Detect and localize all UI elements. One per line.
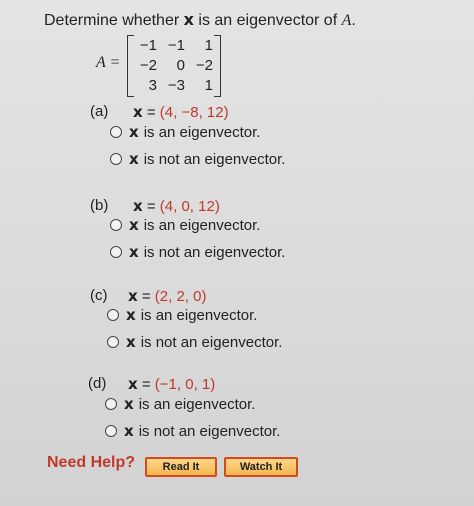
question-text (44, 10, 356, 30)
part-d-value: (−1, 0, 1) (154, 376, 216, 393)
option-var: x (126, 306, 136, 324)
part-c-option-not-eigenvector[interactable] (107, 333, 282, 351)
read-it-button[interactable]: Read It (145, 457, 217, 477)
matrix-cell: −1 (139, 37, 157, 54)
matrix-cell: 1 (204, 77, 213, 94)
radio-button[interactable] (110, 153, 122, 165)
part-d-var: x (128, 375, 138, 393)
option-text: is not an eigenvector. (138, 422, 281, 440)
option-var: x (129, 243, 139, 261)
matrix-cell: −3 (167, 77, 185, 94)
radio-button[interactable] (110, 246, 122, 258)
radio-button[interactable] (105, 425, 117, 437)
part-d-vector (128, 375, 215, 393)
option-text: is not an eigenvector. (143, 150, 286, 168)
part-a-vector (133, 103, 229, 121)
need-help-label: Need Help? (47, 454, 136, 471)
part-b-label: (b) (90, 197, 109, 214)
part-b-eq: = (142, 198, 160, 215)
part-d-option-not-eigenvector[interactable] (105, 422, 280, 440)
part-b-option-not-eigenvector[interactable] (110, 243, 285, 261)
part-a-label: (a) (90, 103, 109, 120)
option-var: x (124, 422, 134, 440)
part-c-label: (c) (90, 287, 108, 304)
option-var: x (124, 395, 134, 413)
part-d-eq: = (137, 376, 155, 393)
part-d-label: (d) (88, 375, 107, 392)
option-text: is an eigenvector. (140, 306, 258, 324)
part-a-option-eigenvector[interactable] (110, 123, 260, 141)
matrix-cell: −2 (195, 57, 213, 74)
question-matrix-name: A (341, 12, 352, 29)
part-a-var: x (133, 103, 143, 121)
part-b-value: (4, 0, 12) (159, 198, 220, 215)
matrix-cell: −2 (139, 57, 157, 74)
option-text: is not an eigenvector. (140, 333, 283, 351)
part-c-value: (2, 2, 0) (154, 288, 207, 305)
part-b-vector (133, 197, 220, 215)
part-b-var: x (133, 197, 143, 215)
matrix-cell: 3 (148, 77, 157, 94)
matrix-cell: 1 (204, 37, 213, 54)
matrix-right-bracket (214, 35, 221, 97)
part-c-option-eigenvector[interactable] (107, 306, 257, 324)
radio-button[interactable] (107, 336, 119, 348)
option-var: x (129, 123, 139, 141)
option-var: x (129, 216, 139, 234)
question-prefix: Determine whether (44, 12, 184, 29)
radio-button[interactable] (105, 398, 117, 410)
part-d-option-eigenvector[interactable] (105, 395, 255, 413)
radio-button[interactable] (110, 126, 122, 138)
option-text: is an eigenvector. (138, 395, 256, 413)
part-a-eq: = (142, 104, 160, 121)
option-text: is not an eigenvector. (143, 243, 286, 261)
radio-button[interactable] (110, 219, 122, 231)
radio-button[interactable] (107, 309, 119, 321)
option-text: is an eigenvector. (143, 216, 261, 234)
part-c-var: x (128, 287, 138, 305)
part-a-value: (4, −8, 12) (159, 104, 229, 121)
watch-it-button[interactable]: Watch It (224, 457, 298, 477)
question-suffix: . (351, 12, 356, 29)
part-a-option-not-eigenvector[interactable] (110, 150, 285, 168)
matrix-label: A = (96, 54, 121, 71)
part-b-option-eigenvector[interactable] (110, 216, 260, 234)
matrix-cell: 0 (176, 57, 185, 74)
question-middle: is an eigenvector of (193, 12, 342, 29)
matrix-cell: −1 (167, 37, 185, 54)
option-var: x (126, 333, 136, 351)
matrix (127, 35, 221, 97)
part-c-eq: = (137, 288, 155, 305)
option-text: is an eigenvector. (143, 123, 261, 141)
part-c-vector (128, 287, 206, 305)
option-var: x (129, 150, 139, 168)
question-var: x (183, 10, 194, 29)
